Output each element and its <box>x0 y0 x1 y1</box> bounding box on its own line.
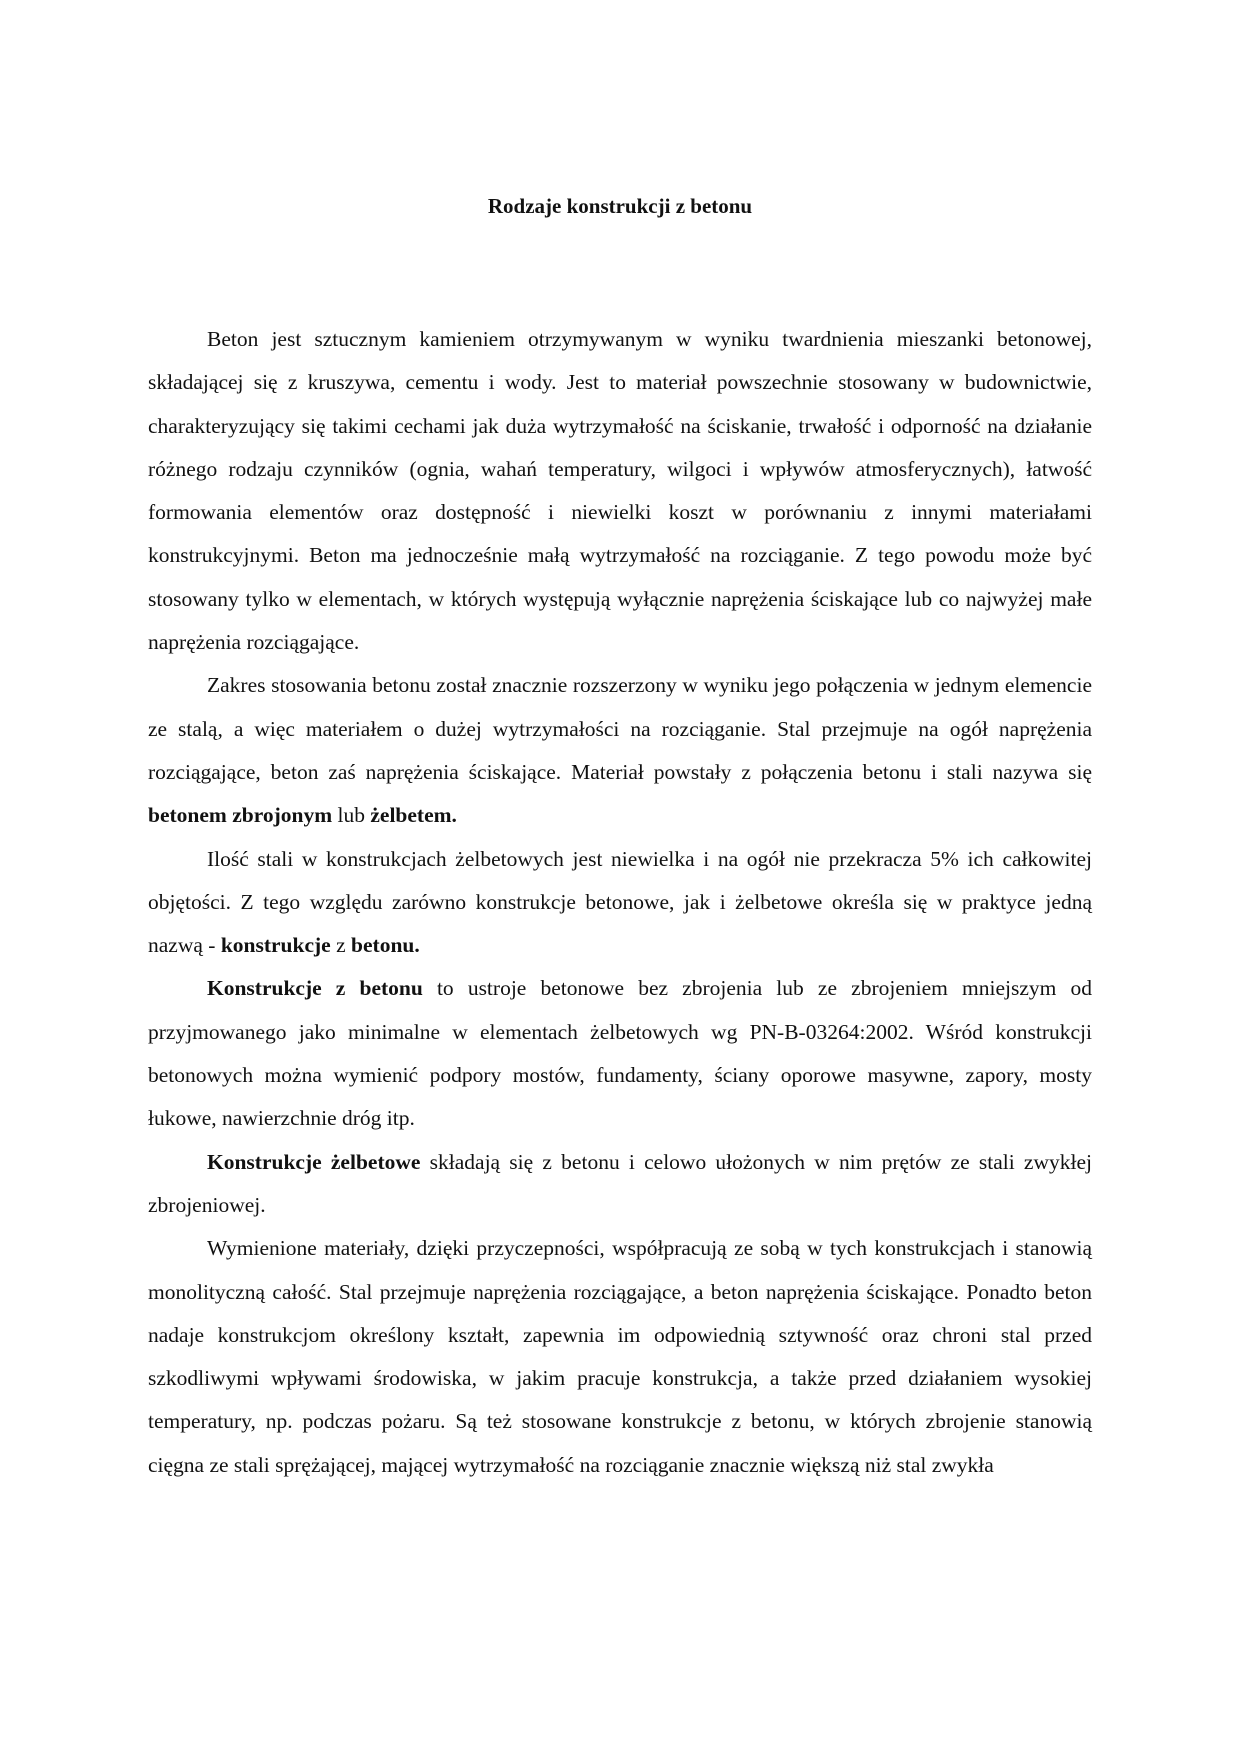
term-konstrukcje: konstrukcje <box>220 933 331 958</box>
paragraph-5 <box>148 1141 1092 1228</box>
term-konstrukcje-z-betonu: Konstrukcje z betonu <box>207 976 423 1001</box>
term-zelbetem: żelbetem. <box>370 803 457 828</box>
term-betonem-zbrojonym: betonem zbrojonym <box>148 803 333 828</box>
paragraph-3-text: Ilość stali w konstrukcjach żelbetowych jest niewielka i na ogół nie przekracza 5% ich całkowitej objętości. Z tego względu zarówno konstrukcje betonowe, jak i żelbetowe określa się w praktyce jedną nazwą - <box>148 846 1092 958</box>
paragraph-3 <box>148 838 1092 968</box>
paragraph-4 <box>148 967 1092 1140</box>
paragraph-2 <box>148 664 1092 837</box>
paragraph-4-text: to ustroje betonowe bez zbrojenia lub ze zbrojeniem mniejszym od przyjmowanego jako minimalne w elementach żelbetowych wg PN-B-03264:2002. Wśród konstrukcji betonowych można wymienić podpory mostów, fundamenty, ściany oporowe masywne, zapory, mosty łukowe, nawierzchnie dróg itp. <box>148 976 1092 1131</box>
paragraph-2-connector: lub <box>332 803 371 828</box>
term-betonu: betonu. <box>351 933 420 958</box>
term-konstrukcje-zelbetowe: Konstrukcje żelbetowe <box>207 1149 421 1174</box>
document-body <box>148 318 1092 1487</box>
document-title: Rodzaje konstrukcji z betonu <box>487 194 753 218</box>
paragraph-2-text: Zakres stosowania betonu został znacznie rozszerzony w wyniku jego połączenia w jednym elemencie ze stalą, a więc materiałem o dużej wytrzymałości na rozciąganie. Stal przejmuje na ogół naprężenia rozciągające, beton zaś naprężenia ściskające. Materiał powstały z połączenia betonu i stali nazywa się <box>148 673 1092 784</box>
paragraph-1: Beton jest sztucznym kamieniem otrzymywanym w wyniku twardnienia mieszanki betonowej, składającej się z kruszywa, cementu i wody. Jest to materiał powszechnie stosowany w budownictwie, charakteryzujący się takimi cechami jak duża wytrzymałość na ściskanie, trwałość i odporność na działanie różnego rodzaju czynników (ognia, wahań temperatury, wilgoci i wpływów atmosferycznych), łatwość formowania elementów oraz dostępność i niewielki koszt w porównaniu z innymi materiałami konstrukcyjnymi. Beton ma jednocześnie małą wytrzymałość na rozciąganie. Z tego powodu może być stosowany tylko w elementach, w których występują wyłącznie naprężenia ściskające lub co najwyżej małe naprężenia rozciągające. <box>148 327 1092 655</box>
paragraph-6: Wymienione materiały, dzięki przyczepności, współpracują ze sobą w tych konstrukcjach i stanowią monolityczną całość. Stal przejmuje naprężenia rozciągające, a beton naprężenia ściskające. Ponadto beton nadaje konstrukcjom określony kształt, zapewnia im odpowiednią sztywność oraz chroni stal przed szkodliwymi wpływami środowiska, w jakim pracuje konstrukcja, a także przed działaniem wysokiej temperatury, np. podczas pożaru. Są też stosowane konstrukcje z betonu, w których zbrojenie stanowią cięgna ze stali sprężającej, mającej wytrzymałość na rozciąganie znacznie większą niż stal zwykła <box>148 1236 1092 1477</box>
paragraph-5-text: składają się z betonu i celowo ułożonych w nim prętów ze stali zwykłej zbrojeniowej. <box>148 1149 1092 1217</box>
paragraph-3-connector: z <box>330 933 352 958</box>
